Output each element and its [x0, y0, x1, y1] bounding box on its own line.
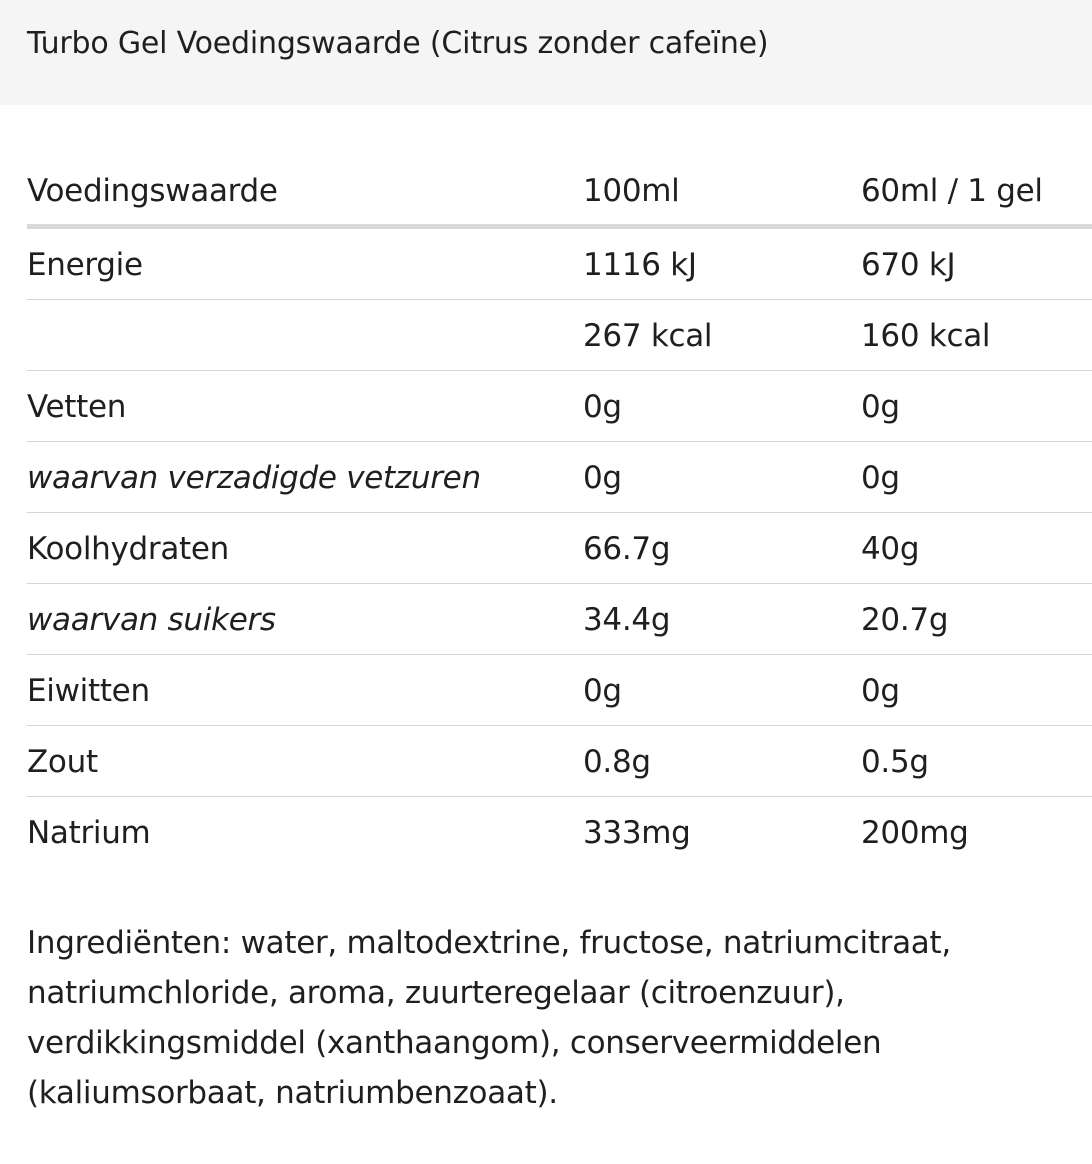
value-per-100ml: 66.7g	[583, 531, 671, 567]
table-row	[27, 371, 1092, 442]
value-per-100ml: 0g	[583, 389, 622, 425]
value-per-100ml: 1116 kJ	[583, 247, 697, 283]
table-header-row	[27, 154, 1092, 229]
table-row	[27, 726, 1092, 797]
value-per-100ml: 0g	[583, 673, 622, 709]
table-row	[27, 655, 1092, 726]
column-header-per-gel: 60ml / 1 gel	[861, 173, 1043, 209]
nutrient-label: Zout	[27, 744, 98, 780]
value-per-gel: 0g	[861, 389, 900, 425]
table-row	[27, 229, 1092, 300]
nutrient-label: Eiwitten	[27, 673, 150, 709]
value-per-gel: 670 kJ	[861, 247, 956, 283]
table-row	[27, 584, 1092, 655]
value-per-gel: 0.5g	[861, 744, 929, 780]
value-per-gel: 0g	[861, 673, 900, 709]
value-per-gel: 160 kcal	[861, 318, 991, 354]
value-per-gel: 0g	[861, 460, 900, 496]
table-row	[27, 300, 1092, 371]
ingredients-text: water, maltodextrine, fructose, natriumcitraat, natriumchloride, aroma, zuurteregelaar (citroenzuur), verdikkingsmiddel (xanthaangom), conserveermiddelen (kaliumsorbaat, natriumbenzoaat).	[27, 925, 951, 1111]
value-per-gel: 20.7g	[861, 602, 949, 638]
value-per-100ml: 333mg	[583, 815, 691, 851]
table-row	[27, 797, 1092, 868]
value-per-100ml: 0.8g	[583, 744, 651, 780]
nutrient-label: Natrium	[27, 815, 151, 851]
page-title: Turbo Gel Voedingswaarde (Citrus zonder cafeïne)	[27, 26, 769, 61]
column-header-per-100ml: 100ml	[583, 173, 680, 209]
nutrition-table	[27, 154, 1092, 868]
table-row	[27, 513, 1092, 584]
nutrient-label: Vetten	[27, 389, 127, 425]
value-per-100ml: 0g	[583, 460, 622, 496]
nutrient-label: Energie	[27, 247, 143, 283]
nutrient-label: Koolhydraten	[27, 531, 230, 567]
column-header-nutrient: Voedingswaarde	[27, 173, 278, 209]
nutrient-sublabel: waarvan verzadigde vetzuren	[27, 460, 481, 496]
table-row	[27, 442, 1092, 513]
value-per-100ml: 34.4g	[583, 602, 671, 638]
page-header	[0, 0, 1092, 105]
ingredients-label: Ingrediënten:	[27, 925, 232, 961]
value-per-gel: 200mg	[861, 815, 969, 851]
ingredients-paragraph	[27, 918, 1027, 1118]
value-per-100ml: 267 kcal	[583, 318, 713, 354]
nutrient-sublabel: waarvan suikers	[27, 602, 276, 638]
value-per-gel: 40g	[861, 531, 920, 567]
